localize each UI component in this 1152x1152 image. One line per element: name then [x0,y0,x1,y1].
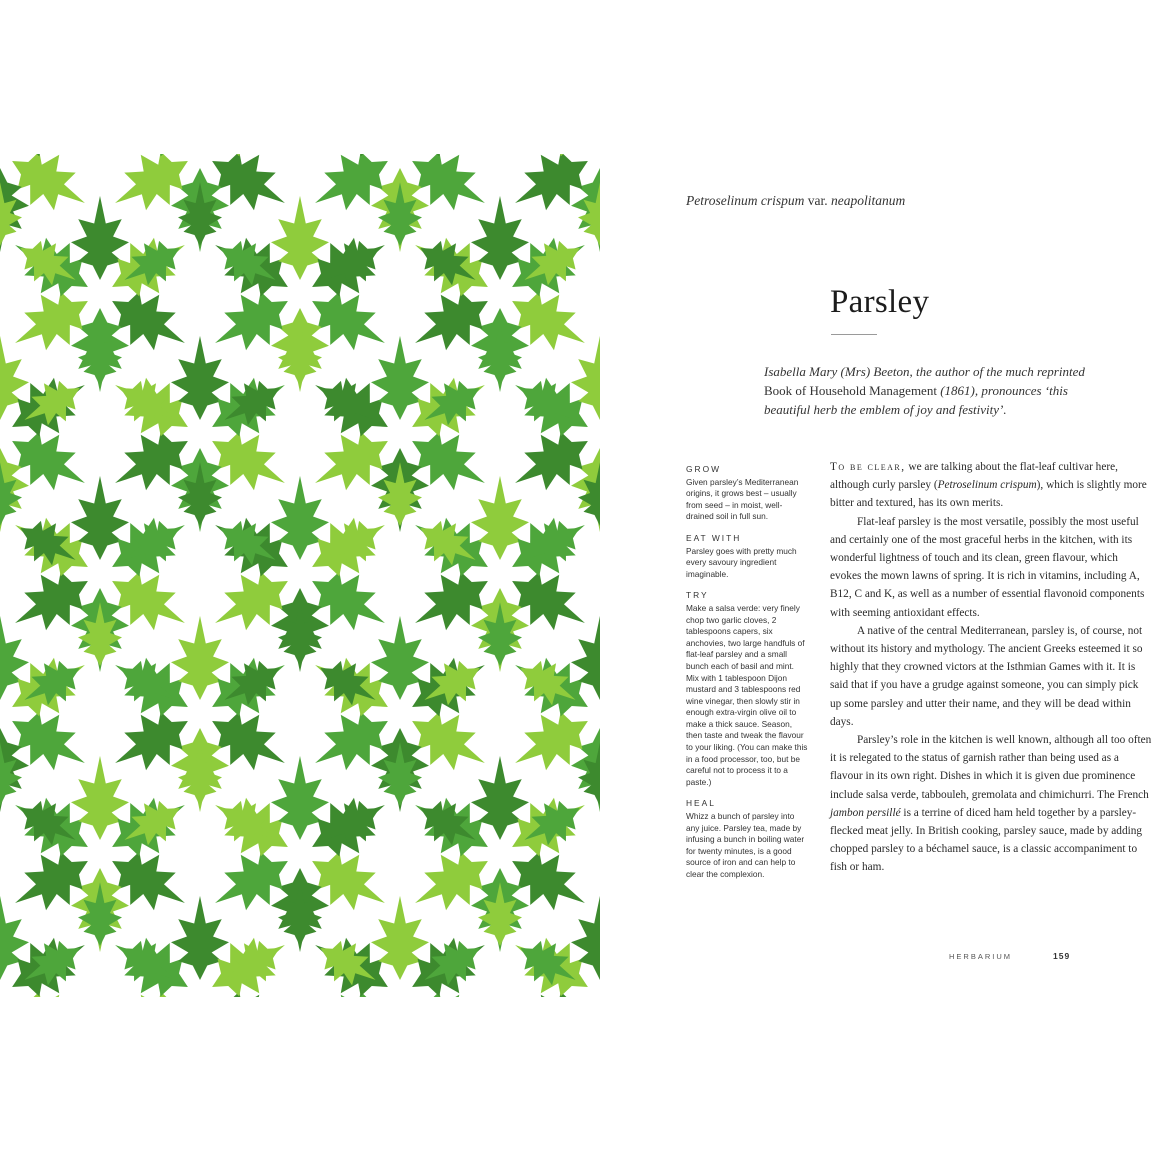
epigraph [764,362,1094,419]
sidebar-body: Parsley goes with pretty much every savoury ingredient imaginable. [686,545,797,579]
latin-term: Petroselinum crispum [937,479,1037,492]
body-paragraph-1 [830,458,1152,513]
parsley-leaf-small [13,154,90,159]
rosette [201,756,400,952]
body-text: is a terrine of diced ham held together by a parsley-flecked meat jelly. In British cooking, parsley sauce, made by adding chopped parsley to a béchamel sauce, is a classic accompaniment to fish or ham. [830,806,1143,874]
page-number: 159 [1053,951,1071,961]
main-body-text [830,458,1152,877]
sidebar-section-grow [686,464,808,523]
rosette [401,476,600,672]
epigraph-quote: ‘this beautiful herb the emblem of joy and festivity’. [764,383,1068,417]
epigraph-book-title: Book of Household Management [764,383,937,398]
rosette [101,896,300,997]
latin-var: var. [807,193,828,208]
parsley-leaf [0,416,99,508]
sidebar-heading: EAT WITH [686,532,742,543]
rosette [201,476,400,672]
latin-genus: Petroselinum crispum [686,193,805,208]
latin-name [686,193,1086,209]
sidebar-body: Given parsley’s Mediterranean origins, it grows best – usually from seed – in moist, well-drained soil in full sun. [686,476,799,522]
sidebar-heading: HEAL [686,798,716,809]
rosette [1,756,200,952]
body-text: ), which is slightly more bitter and textured, has its own merits. [830,479,1147,510]
page-title: Parsley [830,284,930,320]
dish-name: jambon persillé [830,806,901,819]
rosette [301,896,500,997]
body-paragraph-3: A native of the central Mediterranean, parsley is, of course, not without its history and mythology. The ancient Greeks esteemed it so highly that they crowned victors at the Isthmian Games with it. It is said that if you have a grudge against someone, you can simply pick up some parsley and utter their name, and they will be dead within days. [830,624,1143,728]
rosette [1,476,200,672]
rosette [1,196,200,392]
sidebar-section-try [686,590,808,788]
sidebar-heading: GROW [686,464,721,474]
epigraph-year: (1861), pronounces [940,383,1042,398]
body-paragraph-2: Flat-leaf parsley is the most versatile, possibly the most useful and certainly one of the most graceful herbs in the kitchen, with its wonderful lightness of touch and its clean, green flavour, which evokes the mown lawns of spring. It is rich in vitamins, including A, B12, C and K, as well as a number of essential flavonoid components with seeming antioxidant effects. [830,515,1145,619]
rosette [101,336,300,532]
lead-in: To be clear, [830,461,906,473]
sidebar-body: Make a salsa verde: very finely chop two garlic cloves, 2 tablespoons capers, six anchovies, two large handfuls of flat-leaf parsley and a small bunch each of basil and mint. Mix with 1 tablespoon Dijon mustard and 3 tablespoons red wine vinegar, then slowly stir in enough extra-virgin olive oil to make a thick sauce. Season, then taste and tweak the flavour to your liking. (You can make this in a food processor, too, but be careful not to process it to a paste.) [686,602,808,787]
body-text: we are talking about the flat-leaf cultivar here, although curly parsley ( [830,461,1118,492]
parsley-leaf [0,696,99,788]
parsley-leaf-small [309,154,386,159]
rosette [101,154,300,252]
sidebar-section-eat-with [686,533,808,580]
rosette [0,896,99,997]
epigraph-part1: Isabella Mary (Mrs) Beeton, the author of the much reprinted [764,364,1085,379]
rosette [301,336,500,532]
rosette [501,896,600,997]
parsley-leaf-small [213,154,290,159]
rosette [201,196,400,392]
sidebar-notes [686,464,808,891]
body-paragraph-4 [830,731,1152,877]
body-text: Parsley’s role in the kitchen is well known, although all too often it is relegated to the status of garnish rather than being used as a flavour in its own right. Dishes in which it is given due prominence include salsa verde, tabbouleh, gremolata and chimichurri. The French [830,734,1152,801]
title-divider [831,334,877,335]
sidebar-heading: TRY [686,590,709,601]
running-footer-section: HERBARIUM [949,952,1013,961]
parsley-leaf-pattern [0,154,600,997]
parsley-leaf [501,696,600,788]
rosette [301,616,500,812]
parsley-pattern-illustration [0,154,600,997]
rosette [301,154,500,252]
sidebar-body: Whizz a bunch of parsley into any juice. Parsley tea, made by infusing a bunch in boiling water for twenty minutes, is a good source of iron and can help to clear the complexion. [686,811,805,879]
parsley-leaf-small [509,154,586,159]
rosette [401,756,600,952]
parsley-leaf-small [109,154,186,159]
rosette [401,196,600,392]
sidebar-section-heal [686,798,808,880]
latin-cultivar: neapolitanum [831,193,906,208]
parsley-leaf-small [413,154,490,159]
rosette [101,616,300,812]
parsley-leaf [501,416,600,508]
